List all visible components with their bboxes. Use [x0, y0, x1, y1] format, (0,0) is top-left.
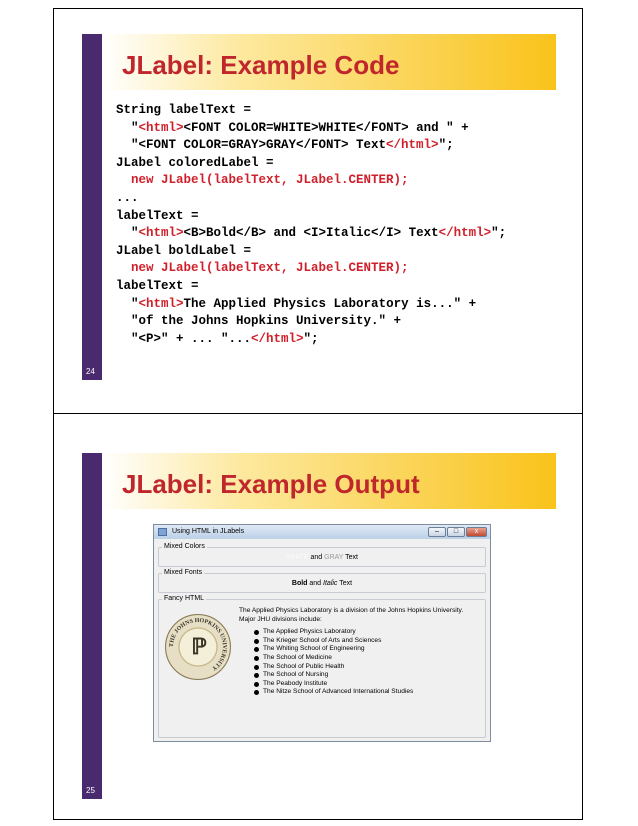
code-line: String labelText =: [116, 103, 252, 117]
code-line: new JLabel(labelText, JLabel.CENTER);: [116, 173, 409, 188]
divisions-list: [263, 628, 463, 697]
java-app-icon: [158, 528, 167, 536]
division-item: The Krieger School of Arts and Sciences: [263, 637, 463, 646]
slide-title: JLabel: Example Code: [122, 50, 400, 80]
division-item: The School of Public Health: [263, 663, 463, 672]
mixed-fonts-group: [158, 569, 486, 593]
jhu-seal-image: [165, 614, 231, 680]
mixed-colors-group: [158, 543, 486, 567]
close-button[interactable]: x: [466, 527, 487, 537]
code-line: ...: [116, 190, 139, 205]
slide-side-bar: [82, 34, 102, 380]
slide-example-output: [82, 453, 556, 799]
window-title-bar: [154, 525, 490, 539]
division-item: The School of Medicine: [263, 654, 463, 663]
code-line: "<P>" + ... "...</html>";: [116, 331, 319, 346]
slide-number: 24: [86, 367, 95, 376]
maximize-button[interactable]: □: [447, 527, 465, 537]
colored-label: WHITE and GRAY Text: [286, 554, 358, 561]
slide-side-bar: [82, 453, 102, 799]
code-line: JLabel boldLabel =: [116, 243, 252, 258]
apl-line: Major JHU divisions include:: [239, 615, 322, 623]
code-line: "of the Johns Hopkins University." +: [116, 314, 402, 329]
code-line: JLabel coloredLabel =: [116, 155, 274, 170]
slide-number: 25: [86, 786, 95, 795]
slide-example-code: [82, 34, 556, 380]
seal-monogram: ℙ: [191, 634, 207, 659]
apl-line: The Applied Physics Laboratory is a division of the Johns Hopkins University.: [239, 607, 464, 614]
fancy-html-label: [239, 607, 463, 697]
bold-label: Bold and Italic Text: [291, 580, 353, 587]
division-item: The Peabody Institute: [263, 680, 463, 689]
svg-text:THE JOHNS HOPKINS UNIVERSITY: THE JOHNS HOPKINS UNIVERSITY: [168, 617, 228, 672]
fancy-html-group: [158, 595, 486, 738]
slide-title: JLabel: Example Output: [122, 469, 420, 499]
app-window-screenshot: [153, 524, 491, 742]
code-line: "<html><FONT COLOR=WHITE>WHITE</FONT> and " +: [116, 120, 469, 135]
group-label: Fancy HTML: [164, 595, 205, 602]
division-item: The School of Nursing: [263, 671, 463, 680]
minimize-button[interactable]: –: [428, 527, 446, 537]
slide-divider: [53, 413, 583, 414]
division-item: The Whiting School of Engineering: [263, 645, 463, 654]
code-line: "<html><B>Bold</B> and <I>Italic</I> Text</html>";: [116, 226, 507, 241]
code-line: "<FONT COLOR=GRAY>GRAY</FONT> Text</html>";: [116, 138, 454, 153]
code-block: [116, 102, 506, 348]
division-item: The Nitze School of Advanced International Studies: [263, 688, 463, 697]
code-line: labelText =: [116, 278, 199, 293]
code-line: new JLabel(labelText, JLabel.CENTER);: [116, 261, 409, 276]
window-title: Using HTML in JLabels: [172, 528, 245, 535]
group-label: Mixed Colors: [164, 543, 205, 550]
code-line: "<html>The Applied Physics Laboratory is..." +: [116, 296, 477, 311]
division-item: The Applied Physics Laboratory: [263, 628, 463, 637]
code-line: labelText =: [116, 208, 199, 223]
group-label: Mixed Fonts: [164, 569, 203, 576]
